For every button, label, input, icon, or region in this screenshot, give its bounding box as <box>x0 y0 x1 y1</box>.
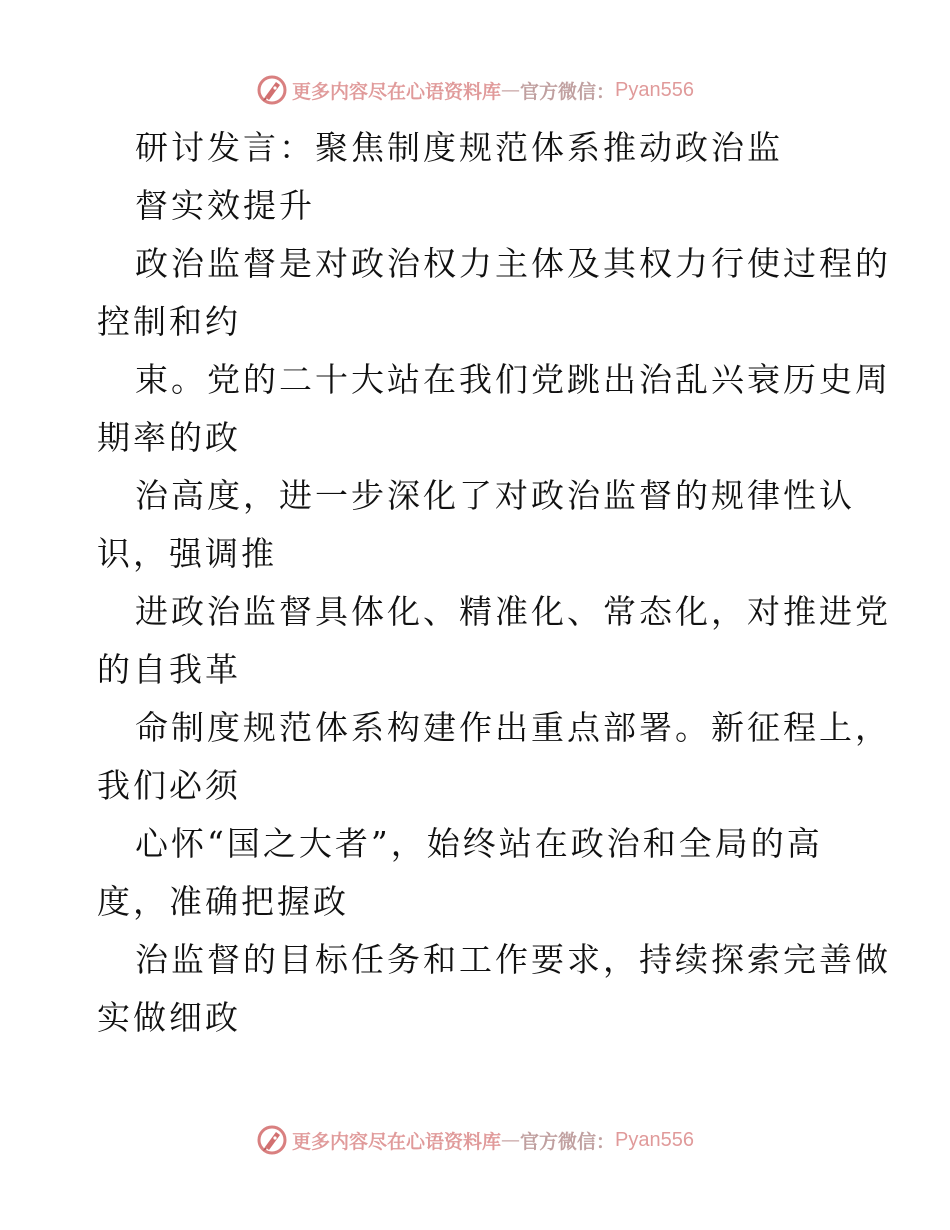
pen-nib-logo-icon <box>256 1124 288 1156</box>
watermark-separator: — <box>501 1129 521 1151</box>
paragraph-line: 政治监督是对政治权力主体及其权力行使过程的 <box>135 244 891 283</box>
paragraph-line: 期率的政 <box>97 418 241 457</box>
paragraph-line: 我们必须 <box>97 766 241 805</box>
watermark-site-text: 更多内容尽在心语资料库 <box>292 1130 502 1153</box>
paragraph-line: 束。党的二十大站在我们党跳出治乱兴衰历史周 <box>135 360 891 399</box>
paragraph-line: 识，强调推 <box>97 534 277 573</box>
paragraph-line: 度，准确把握政 <box>97 882 349 921</box>
paragraph-line: 进政治监督具体化、精准化、常态化，对推进党 <box>135 592 891 631</box>
paragraph-line: 实做细政 <box>97 998 241 1037</box>
paragraph-line: 命制度规范体系构建作出重点部署。新征程上， <box>135 708 891 747</box>
paragraph-line: 心怀“国之大者”，始终站在政治和全局的高 <box>135 824 823 863</box>
paragraph-line: 治高度，进一步深化了对政治监督的规律性认 <box>135 476 855 515</box>
watermark-wechat-label: 官方微信： <box>520 1130 616 1153</box>
watermark-wechat-label: 官方微信： <box>520 80 616 103</box>
watermark-wechat-id: Pyan556 <box>615 1128 694 1151</box>
title-line-1: 研讨发言：聚焦制度规范体系推动政治监 <box>135 128 783 167</box>
pen-nib-logo-icon <box>256 74 288 106</box>
paragraph-line: 治监督的目标任务和工作要求，持续探索完善做 <box>135 940 891 979</box>
header-watermark <box>0 72 950 108</box>
watermark-site-text: 更多内容尽在心语资料库 <box>292 80 502 103</box>
paragraph-line: 控制和约 <box>97 302 241 341</box>
title-line-2: 督实效提升 <box>135 186 315 225</box>
watermark-wechat-id: Pyan556 <box>615 78 694 101</box>
footer-watermark <box>0 1122 950 1158</box>
watermark-separator: — <box>501 79 521 101</box>
paragraph-line: 的自我革 <box>97 650 241 689</box>
